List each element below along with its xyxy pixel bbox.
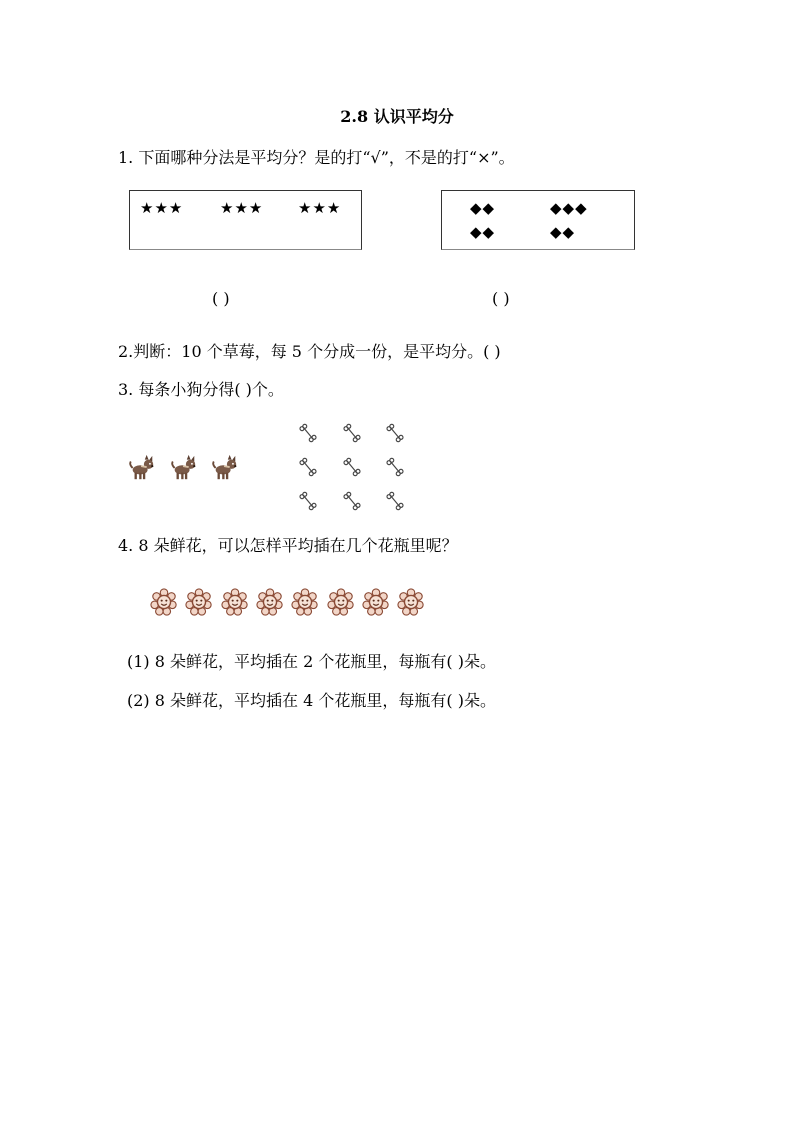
question-4: 4. 8 朵鲜花，可以怎样平均插在几个花瓶里呢？ (118, 536, 458, 555)
bone-icon (343, 456, 361, 478)
question-1: 1. 下面哪种分法是平均分？是的打“√”，不是的打“×”。 (118, 148, 515, 167)
dog-icon (211, 454, 239, 482)
flower-icon (362, 588, 390, 616)
answer-blank-a[interactable]: ( ) (212, 289, 230, 308)
question-4-part-2: (2) 8 朵鲜花，平均插在 4 个花瓶里，每瓶有( )朵。 (127, 691, 496, 710)
flower-icon (327, 588, 355, 616)
bone-icon (299, 490, 317, 512)
star-group-1: ★★★ (140, 199, 184, 217)
bone-icon (386, 422, 404, 444)
flower-icon (397, 588, 425, 616)
star-group-3: ★★★ (298, 199, 342, 217)
page-title: 2.8 认识平均分 (340, 107, 454, 126)
flower-icon (256, 588, 284, 616)
bone-icon (343, 490, 361, 512)
bone-icon (299, 422, 317, 444)
flower-icon (150, 588, 178, 616)
bone-icon (386, 456, 404, 478)
dog-icon (170, 454, 198, 482)
star-grouping-box (129, 190, 362, 250)
flower-icon (185, 588, 213, 616)
bone-icon (299, 456, 317, 478)
diamond-group-4: ◆◆ (550, 223, 576, 241)
diamond-group-1: ◆◆ (470, 199, 496, 217)
diamond-grouping-box (441, 190, 635, 250)
bone-icon (343, 422, 361, 444)
flower-icon (291, 588, 319, 616)
flower-icon (221, 588, 249, 616)
diamond-group-3: ◆◆ (470, 223, 496, 241)
star-group-2: ★★★ (220, 199, 264, 217)
answer-blank-b[interactable]: ( ) (492, 289, 510, 308)
dog-icon (128, 454, 156, 482)
question-2: 2.判断：10 个草莓，每 5 个分成一份，是平均分。( ) (118, 342, 501, 361)
bone-icon (386, 490, 404, 512)
question-4-part-1: (1) 8 朵鲜花，平均插在 2 个花瓶里，每瓶有( )朵。 (127, 652, 496, 671)
question-3: 3. 每条小狗分得( )个。 (118, 380, 284, 399)
diamond-group-2: ◆◆◆ (550, 199, 588, 217)
